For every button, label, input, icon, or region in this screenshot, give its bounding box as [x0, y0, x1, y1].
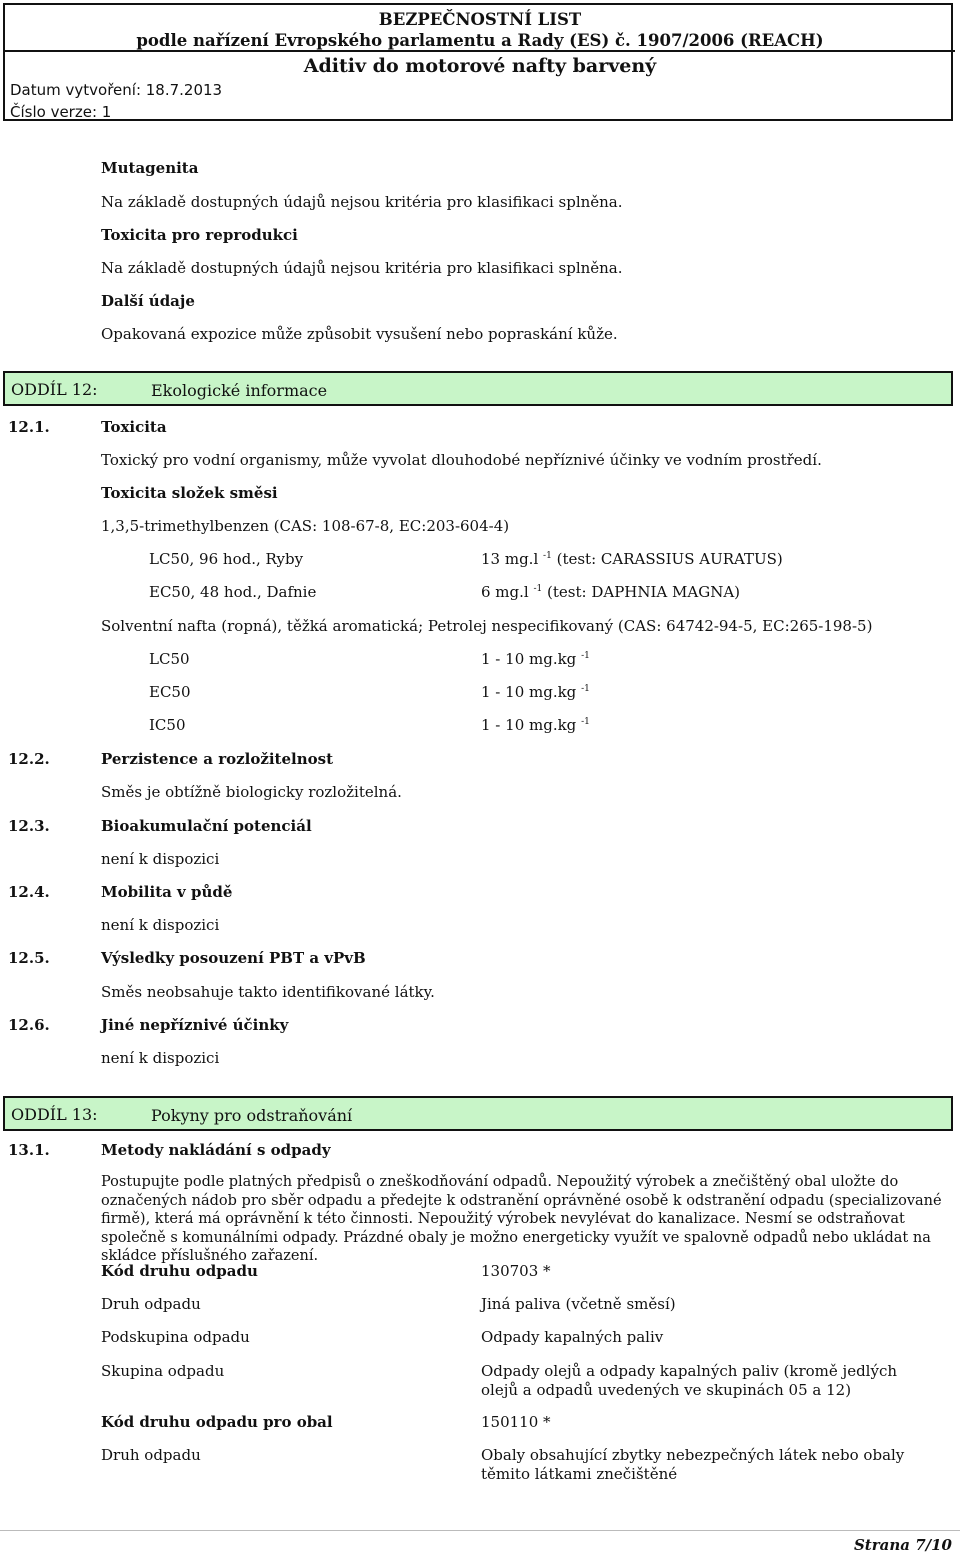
comp1-row-param: EC50, 48 hod., Dafnie — [149, 583, 317, 601]
sub-12-1-text: Toxický pro vodní organismy, může vyvolat dlouhodobé nepříznivé účinky ve vodním prostředí. — [101, 451, 822, 469]
sub-12-6-title: Jiné nepříznivé účinky — [101, 1016, 289, 1034]
comp2-row-param: EC50 — [149, 683, 191, 701]
mutagenita-text: Na základě dostupných údajů nejsou kritéria pro klasifikaci splněna. — [101, 193, 623, 211]
section-13-title: Pokyny pro odstraňování — [151, 1106, 353, 1125]
doc-type-title: BEZPEČNOSTNÍ LIST — [378, 10, 582, 29]
section-12-number: ODDÍL 12: — [11, 380, 98, 399]
sub-12-2-number: 12.2. — [8, 750, 50, 768]
waste-group-label: Skupina odpadu — [101, 1362, 225, 1380]
dalsi-udaje-heading: Další údaje — [101, 292, 195, 310]
waste-code-value: 130703 * — [481, 1262, 551, 1280]
comp2-row-param: LC50 — [149, 650, 190, 668]
sub-12-1-number: 12.1. — [8, 418, 50, 436]
section-12-title: Ekologické informace — [151, 381, 328, 400]
sub-12-5-title: Výsledky posouzení PBT a vPvB — [101, 949, 366, 967]
components-heading: Toxicita složek směsi — [101, 484, 278, 502]
footer-divider — [0, 1530, 960, 1531]
repro-text: Na základě dostupných údajů nejsou kritéria pro klasifikaci splněna. — [101, 259, 623, 277]
packaging-waste-code-value: 150110 * — [481, 1413, 551, 1431]
comp1-row-param: LC50, 96 hod., Ryby — [149, 550, 304, 568]
waste-group-value: Odpady olejů a odpady kapalných paliv (kromě jedlých olejů a odpadů uvedených ve skupinách 05 a 12) — [481, 1362, 898, 1399]
waste-code-label: Kód druhu odpadu — [101, 1262, 258, 1280]
packaging-waste-type-label: Druh odpadu — [101, 1446, 201, 1464]
page-number: Strana 7/10 — [853, 1536, 952, 1554]
comp1-row-value: 13 mg.l $^{-1}$ (test: CARASSIUS AURATUS) — [481, 550, 783, 568]
packaging-waste-code-label: Kód druhu odpadu pro obal — [101, 1413, 333, 1431]
waste-disposal-paragraph: Postupujte podle platných předpisů o zneškodňování odpadů. Nepoužitý výrobek a znečištěný obal uložte do označených nádob pro sběr odpadu a předejte k odstranění oprávněné osobě k odstranění odpadu (specializované firmě), která má oprávnění k této činnosti. Nepoužitý výrobek nevylévat do kanalizace. Nesmí se odstraňovat společně s komunálními odpady. Prázdné obaly je možno energeticky využít ve spalovně odpadů nebo ukládat na skládce příslušného zařazení. — [101, 1174, 942, 1264]
sub-12-3-number: 12.3. — [8, 817, 50, 835]
version-number: Číslo verze: 1 — [10, 103, 112, 121]
section-12-bar — [3, 371, 953, 406]
section-13-bar — [3, 1096, 953, 1131]
sub-12-2-title: Perzistence a rozložitelnost — [101, 750, 334, 768]
comp2-row-value: 1 - 10 mg.kg $^{-1}$ — [481, 716, 590, 734]
sub-12-5-text: Směs neobsahuje takto identifikované látky. — [101, 983, 435, 1001]
packaging-waste-type-value: Obaly obsahující zbytky nebezpečných látek nebo obaly těmito látkami znečištěné — [481, 1446, 905, 1483]
sub-12-3-text: není k dispozici — [101, 850, 220, 868]
waste-type-value: Jiná paliva (včetně směsí) — [481, 1295, 676, 1313]
sub-12-4-title: Mobilita v půdě — [101, 883, 233, 901]
comp2-row-value: 1 - 10 mg.kg $^{-1}$ — [481, 683, 590, 701]
comp2-row-value: 1 - 10 mg.kg $^{-1}$ — [481, 650, 590, 668]
waste-type-label: Druh odpadu — [101, 1295, 201, 1313]
sub-12-6-number: 12.6. — [8, 1016, 50, 1034]
component-1-name: 1,3,5-trimethylbenzen (CAS: 108-67-8, EC:203-604-4) — [101, 517, 510, 535]
repro-heading: Toxicita pro reprodukci — [101, 226, 298, 244]
comp2-row-param: IC50 — [149, 716, 186, 734]
product-name: Aditiv do motorové nafty barvený — [303, 55, 657, 77]
sub-12-4-text: není k dispozici — [101, 916, 220, 934]
creation-date: Datum vytvoření: 18.7.2013 — [10, 81, 223, 99]
mutagenita-heading: Mutagenita — [101, 159, 199, 177]
waste-subgroup-value: Odpady kapalných paliv — [481, 1328, 664, 1346]
sub-12-1-title: Toxicita — [101, 418, 167, 436]
dalsi-udaje-text: Opakovaná expozice může způsobit vysušení nebo popraskání kůže. — [101, 325, 618, 343]
sub-13-1-title: Metody nakládání s odpady — [101, 1141, 331, 1159]
document-header — [3, 3, 953, 121]
regulation-line: podle nařízení Evropského parlamentu a Rady (ES) č. 1907/2006 (REACH) — [136, 31, 824, 50]
sub-12-4-number: 12.4. — [8, 883, 50, 901]
comp1-row-value: 6 mg.l $^{-1}$ (test: DAPHNIA MAGNA) — [481, 583, 741, 601]
header-divider — [5, 50, 955, 52]
sub-13-1-number: 13.1. — [8, 1141, 50, 1159]
section-13-number: ODDÍL 13: — [11, 1105, 98, 1124]
component-2-name: Solventní nafta (ropná), těžká aromatická; Petrolej nespecifikovaný (CAS: 64742-94-5, EC:265-198-5) — [101, 617, 873, 635]
sub-12-6-text: není k dispozici — [101, 1049, 220, 1067]
sub-12-5-number: 12.5. — [8, 949, 50, 967]
sub-12-3-title: Bioakumulační potenciál — [101, 817, 312, 835]
waste-subgroup-label: Podskupina odpadu — [101, 1328, 250, 1346]
sub-12-2-text: Směs je obtížně biologicky rozložitelná. — [101, 783, 402, 801]
